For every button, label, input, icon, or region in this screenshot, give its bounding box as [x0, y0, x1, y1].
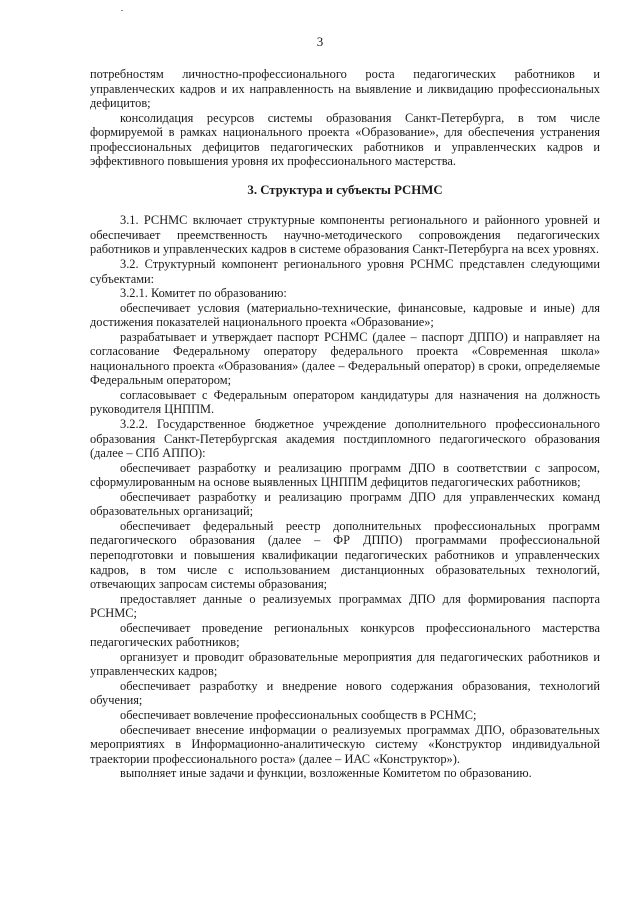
list-item: обеспечивает внесение информации о реализуемых программах ДПО, образовательных мероприятиях в Информационно-аналитическую систему «Конструктор индивидуальной траектории профессионального роста» (далее – ИАС «Конструктор»). — [90, 722, 600, 766]
list-item: обеспечивает вовлечение профессиональных сообществ в РСНМС; — [120, 707, 477, 722]
paragraph: потребностям личностно-профессионального роста педагогических работников и управленческих кадров и их направленность на выявление и ликвидацию профессиональных дефицитов; — [90, 67, 600, 111]
list-item: обеспечивает федеральный реестр дополнительных профессиональных программ педагогического образования (далее – ФР ДППО) программами профессиональной переподготовки и повышения квалификации педагогических работников и управленческих кадров, в том числе с использованием дистанционных образовательных технологий, отвечающих запросам системы образования; — [90, 518, 600, 592]
list-item: 3.1. РСНМС включает структурные компоненты регионального и районного уровней и обеспечивает преемственность научно-методического сопровождения педагогических работников и управленческих кадров в системе образования Санкт-Петербурга на всех уровнях. — [90, 213, 600, 257]
list-item: организует и проводит образовательные мероприятия для педагогических работников и управленческих кадров; — [90, 649, 600, 679]
list-item: обеспечивает разработку и внедрение нового содержания образования, технологий обучения; — [90, 678, 600, 708]
list-item: 3.2.1. Комитет по образованию: — [120, 286, 287, 301]
list-item: обеспечивает разработку и реализацию программ ДПО в соответствии с запросом, сформулированным на основе выявленных ЦНППМ дефицитов педагогических работников; — [90, 460, 600, 490]
paragraph: консолидация ресурсов системы образования Санкт-Петербурга, в том числе формируемой в рамках национального проекта «Образование», для обеспечения устранения профессиональных дефицитов педагогических работников и управленческих кадров и эффективного повышения уровня их профессионального мастерства. — [90, 110, 600, 169]
document-body — [90, 67, 600, 781]
list-item: обеспечивает разработку и реализацию программ ДПО для управленческих команд образовательных организаций; — [90, 489, 600, 519]
page-number: 3 — [316, 34, 324, 49]
list-item: выполняет иные задачи и функции, возложенные Комитетом по образованию. — [120, 766, 532, 781]
list-item: 3.2. Структурный компонент регионального уровня РСНМС представлен следующими субъектами: — [90, 257, 600, 286]
scan-mark — [121, 10, 123, 11]
list-item: согласовывает с Федеральным оператором кандидатуры для назначения на должность руководителя ЦНППМ. — [90, 387, 600, 417]
list-item: обеспечивает проведение региональных конкурсов профессионального мастерства педагогических работников; — [90, 620, 600, 650]
list-item: предоставляет данные о реализуемых программах ДПО для формирования паспорта РСНМС; — [90, 591, 600, 621]
list-item: обеспечивает условия (материально-технические, финансовые, кадровые и иные) для достижения показателей национального проекта «Образование»; — [90, 300, 600, 330]
list-item: 3.2.2. Государственное бюджетное учреждение дополнительного профессионального образования Санкт-Петербургская академия постдипломного педагогического образования (далее – СПб АППО): — [90, 417, 600, 461]
section-heading: 3. Структура и субъекты РСНМС — [247, 182, 443, 197]
list-item: разрабатывает и утверждает паспорт РСНМС (далее – паспорт ДППО) и направляет на согласование Федеральному оператору федерального проекта «Современная школа» национального проекта «Образования» (далее – Федеральный оператор) в сроки, определяемые Федеральным оператором; — [90, 329, 600, 388]
